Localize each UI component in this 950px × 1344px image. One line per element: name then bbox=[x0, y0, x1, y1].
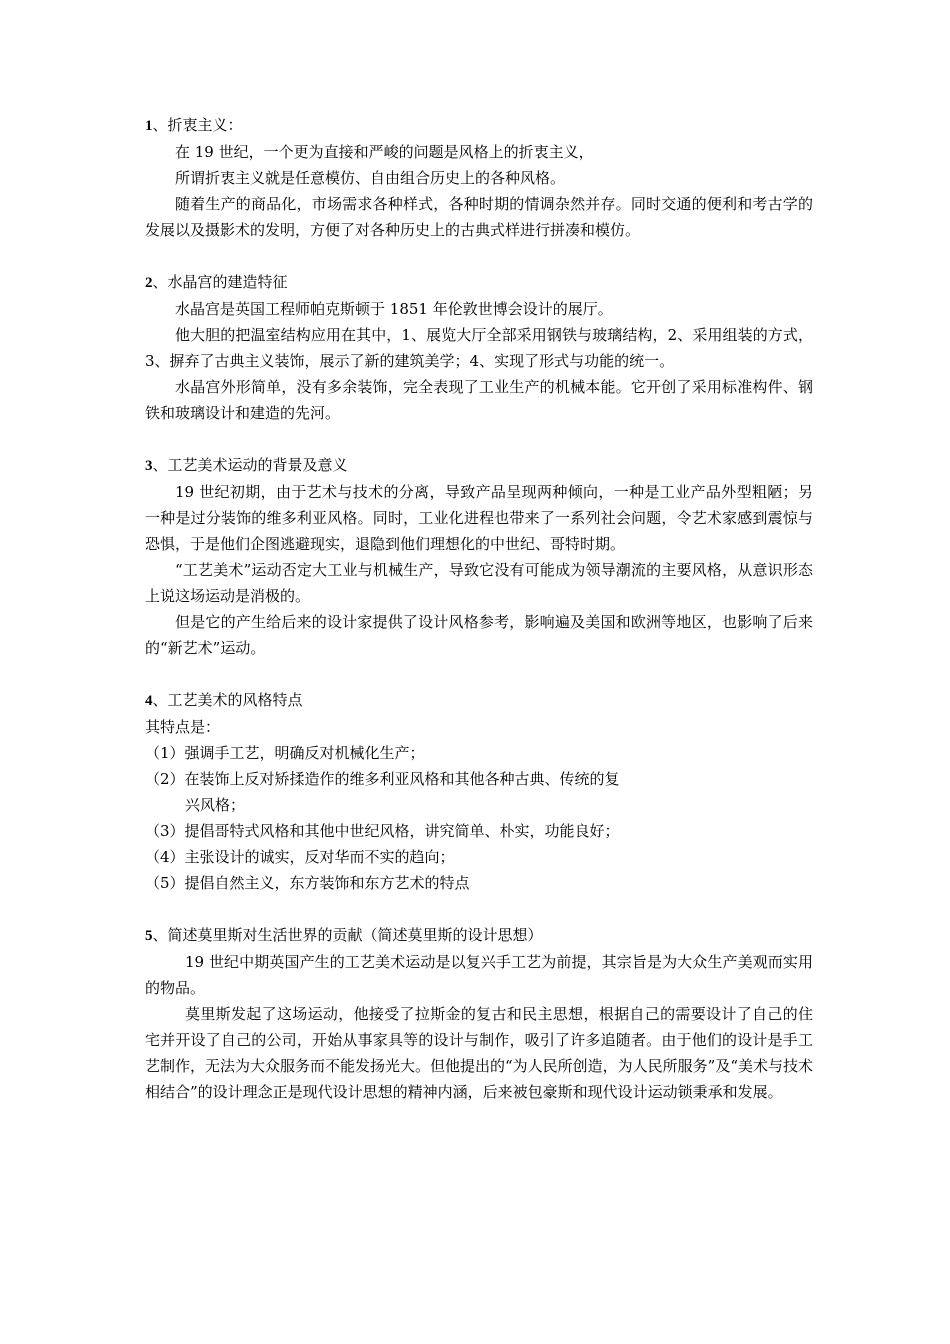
section-number: 2 bbox=[145, 275, 153, 291]
list-item: （4）主张设计的诚实，反对华而不实的趋向； bbox=[145, 848, 455, 866]
paragraph: 在 19 世纪，一个更为直接和严峻的问题是风格上的折衷主义， bbox=[175, 143, 594, 161]
list-item: （3）提倡哥特式风格和其他中世纪风格，讲究简单、朴实，功能良好； bbox=[145, 822, 620, 840]
section-heading bbox=[145, 687, 813, 714]
section-title: 、水晶宫的建造特征 bbox=[152, 273, 288, 291]
section-eclecticism bbox=[145, 112, 813, 243]
list-item: （5）提倡自然主义，东方装饰和东方艺术的特点 bbox=[145, 874, 470, 892]
section-title: 、折衷主义： bbox=[152, 116, 243, 134]
paragraph: 但是它的产生给后来的设计家提供了设计风格参考，影响遍及美国和欧洲等地区，也影响了后来的“新艺术”运动。 bbox=[145, 613, 813, 657]
list-item: （2）在装饰上反对矫揉造作的维多利亚风格和其他各种古典、传统的复兴风格； bbox=[145, 770, 620, 814]
list-intro: 其特点是： bbox=[145, 718, 221, 736]
section-title: 、简述莫里斯对生活世界的贡献（简述莫里斯的设计思想） bbox=[152, 926, 543, 944]
paragraph: 随着生产的商品化，市场需求各种样式，各种时期的情调杂然并存。同时交通的便利和考古学的发展以及摄影术的发明，方便了对各种历史上的古典式样进行拼凑和模仿。 bbox=[145, 195, 813, 239]
paragraph: 水晶宫外形简单，没有多余装饰，完全表现了工业生产的机械本能。它开创了采用标准构件、钢铁和玻璃设计和建造的先河。 bbox=[145, 378, 813, 422]
paragraph: 19 世纪初期，由于艺术与技术的分离，导致产品呈现两种倾向，一种是工业产品外型粗陋；另一种是过分装饰的维多利亚风格。同时，工业化进程也带来了一系列社会问题，令艺术家感到震惊与恐惧，于是他们企图逃避现实，退隐到他们理想化的中世纪、哥特时期。 bbox=[145, 483, 813, 553]
paragraph: 水晶宫是英国工程师帕克斯顿于 1851 年伦敦世博会设计的展厅。 bbox=[175, 300, 613, 318]
document-page bbox=[145, 112, 813, 1131]
section-number: 5 bbox=[145, 928, 153, 944]
paragraph: 莫里斯发起了这场运动，他接受了拉斯金的复古和民主思想，根据自己的需要设计了自己的住宅并开设了自己的公司，开始从事家具等的设计与制作，吸引了许多追随者。由于他们的设计是手工艺制作，无法为大众服务而不能发扬光大。但他提出的“为人民所创造，为人民所服务”及“美术与技术相结合”的设计理念正是现代设计思想的精神内涵，后来被包豪斯和现代设计运动锁秉承和发展。 bbox=[145, 1005, 814, 1101]
section-number: 3 bbox=[145, 458, 153, 474]
section-heading bbox=[145, 112, 813, 139]
section-title: 、工艺美术的风格特点 bbox=[152, 691, 303, 709]
section-title: 、工艺美术运动的背景及意义 bbox=[152, 456, 348, 474]
list-item: （1）强调手工艺，明确反对机械化生产； bbox=[145, 744, 425, 762]
paragraph: 19 世纪中期英国产生的工艺美术运动是以复兴手工艺为前提，其宗旨是为大众生产美观而实用的物品。 bbox=[145, 953, 813, 997]
paragraph: 他大胆的把温室结构应用在其中，1、展览大厅全部采用钢铁与玻璃结构，2、采用组装的方式，3、摒弃了古典主义装饰，展示了新的建筑美学；4、实现了形式与功能的统一。 bbox=[145, 326, 813, 370]
section-arts-and-crafts-background bbox=[145, 452, 813, 661]
section-arts-and-crafts-style bbox=[145, 687, 813, 896]
section-number: 4 bbox=[145, 693, 153, 709]
section-number: 1 bbox=[145, 118, 153, 134]
section-heading bbox=[145, 922, 813, 949]
section-heading bbox=[145, 452, 813, 479]
section-heading bbox=[145, 269, 813, 296]
paragraph: 所谓折衷主义就是任意模仿、自由组合历史上的各种风格。 bbox=[175, 169, 566, 187]
section-morris-contribution bbox=[145, 922, 813, 1105]
section-crystal-palace bbox=[145, 269, 813, 426]
paragraph: “工艺美术”运动否定大工业与机械生产，导致它没有可能成为领导潮流的主要风格，从意识形态上说这场运动是消极的。 bbox=[145, 561, 813, 605]
